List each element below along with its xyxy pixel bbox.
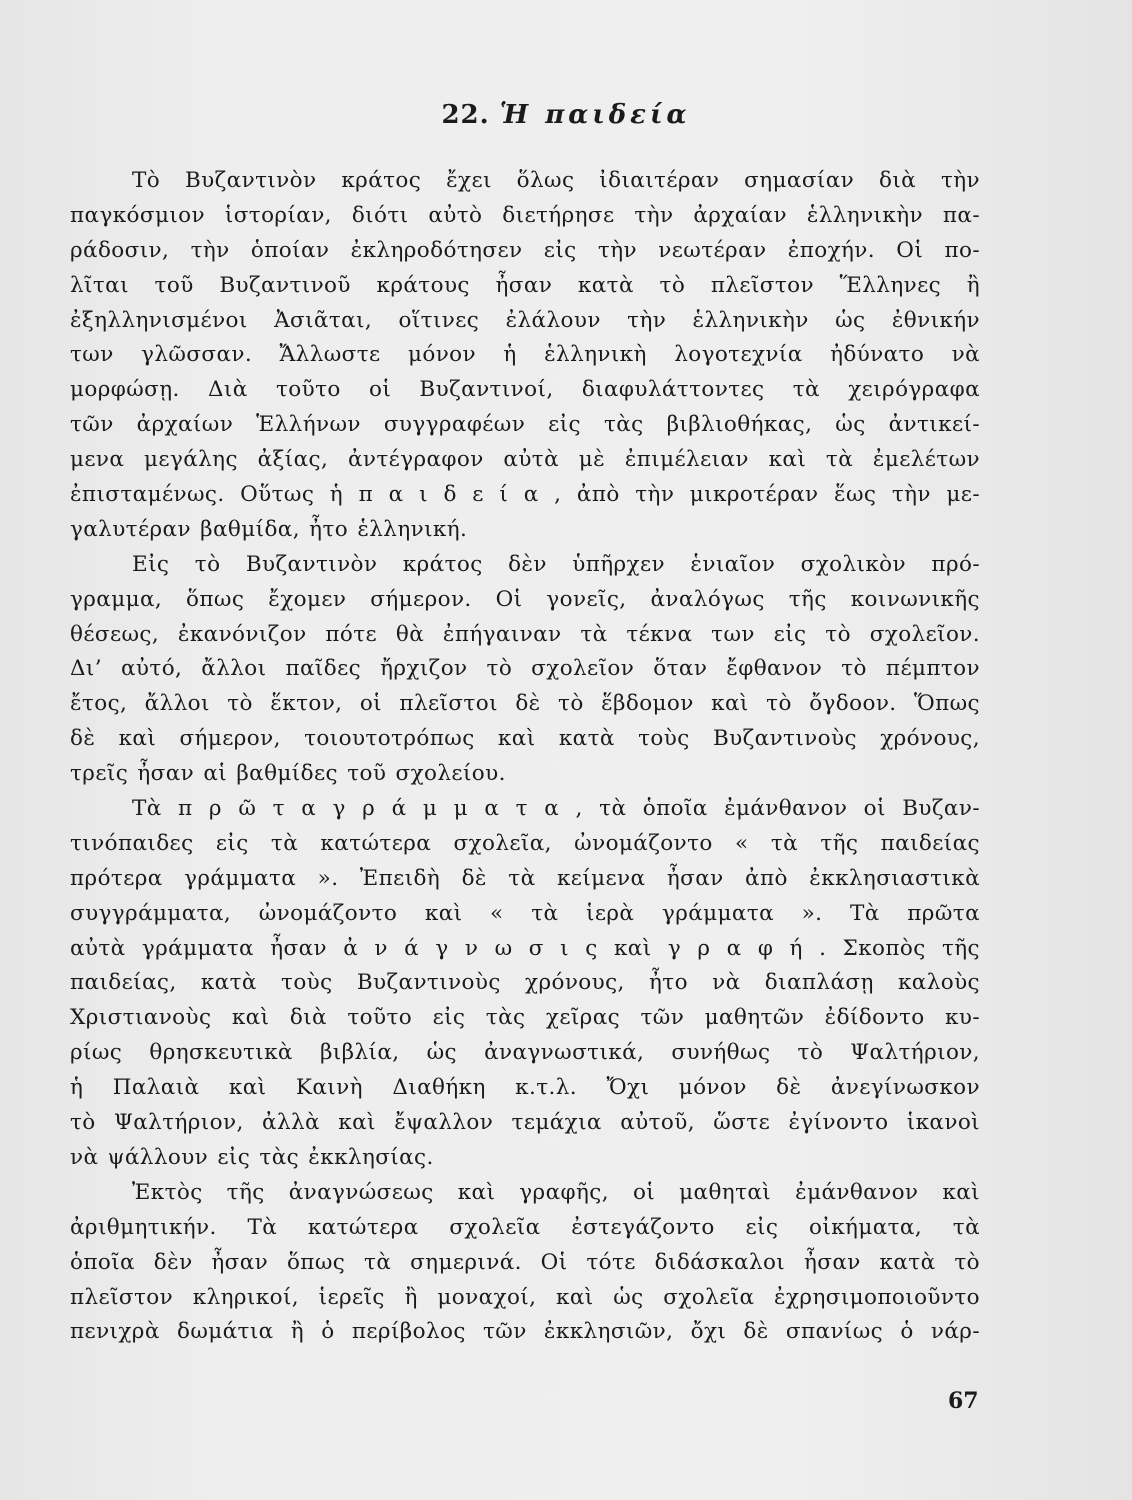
text-line: Ἐκτὸς τῆς ἀναγνώσεως καὶ γραφῆς, οἱ μαθηταὶ ἐμάνθανον καὶ [132,1179,980,1205]
text-line: μορφώσῃ. Διὰ τοῦτο οἱ Βυζαντινοί, διαφυλάττοντες τὰ χειρόγραφα [70,377,980,403]
text-line: τρεῖς ἦσαν αἱ βαθμίδες τοῦ σχολείου. [70,761,506,787]
text-line: τῶν ἀρχαίων Ἑλλήνων συγγραφέων εἰς τὰς βιβλιοθήκας, ὡς ἀντικεί- [70,412,980,438]
text-line: Δι’ αὐτό, ἄλλοι παῖδες ἤρχιζον τὸ σχολεῖον ὅταν ἔφθανον τὸ πέμπτον [70,656,980,682]
text-line: ἡ Παλαιὰ καὶ Καινὴ Διαθήκη κ.τ.λ. Ὄχι μόνον δὲ ἀνεγίνωσκον [70,1075,980,1101]
text-line: ὁποῖα δὲν ἦσαν ὅπως τὰ σημερινά. Οἱ τότε διδάσκαλοι ἦσαν κατὰ τὸ [70,1249,980,1275]
text-line: παγκόσμιον ἱστορίαν, διότι αὐτὸ διετήρησε τὴν ἀρχαίαν ἑλληνικὴν πα- [70,202,980,228]
body-text [70,164,980,1350]
page-number: 67 [948,1388,979,1414]
text-line: ράδοσιν, τὴν ὁποίαν ἐκληροδότησεν εἰς τὴν νεωτέραν ἐποχήν. Οἱ πο- [70,237,980,263]
text-line: γαλυτέραν βαθμίδα, ἦτο ἑλληνική. [70,516,468,542]
text-line: Χριστιανοὺς καὶ διὰ τοῦτο εἰς τὰς χεῖρας τῶν μαθητῶν ἐδίδοντο κυ- [70,1005,980,1031]
text-line: τὸ Ψαλτήριον, ἀλλὰ καὶ ἔψαλλον τεμάχια αὐτοῦ, ὥστε ἐγίνοντο ἱκανοὶ [70,1110,980,1136]
text-line: δὲ καὶ σήμερον, τοιουτοτρόπως καὶ κατὰ τοὺς Βυζαντινοὺς χρόνους, [70,726,980,752]
text-line: ἀριθμητικήν. Τὰ κατώτερα σχολεῖα ἐστεγάζοντο εἰς οἰκήματα, τὰ [70,1214,980,1240]
text-line: ρίως θρησκευτικὰ βιβλία, ὡς ἀναγνωστικά, συνήθως τὸ Ψαλτήριον, [70,1040,980,1066]
chapter-title: Ἡ παιδεία [499,100,691,130]
text-line: τινόπαιδες εἰς τὰ κατώτερα σχολεῖα, ὠνομάζοντο « τὰ τῆς παιδείας [70,830,980,856]
text-line: Τὰ π ρ ῶ τ α γ ρ ά μ μ α τ α , τὰ ὁποῖα ἐμάνθανον οἱ Βυζαν- [132,796,980,822]
text-line: των γλῶσσαν. Ἄλλωστε μόνον ἡ ἑλληνικὴ λογοτεχνία ἠδύνατο νὰ [70,342,980,368]
text-line: αὐτὰ γράμματα ἦσαν ἀ ν ά γ ν ω σ ι ς καὶ γ ρ α φ ή . Σκοπὸς τῆς [70,935,980,961]
text-line: λῖται τοῦ Βυζαντινοῦ κράτους ἦσαν κατὰ τὸ πλεῖστον Ἕλληνες ἢ [70,272,980,298]
text-line: παιδείας, κατὰ τοὺς Βυζαντινοὺς χρόνους, ἦτο νὰ διαπλάσῃ καλοὺς [70,970,980,996]
text-line: νὰ ψάλλουν εἰς τὰς ἐκκλησίας. [70,1144,434,1170]
text-line: μενα μεγάλης ἀξίας, ἀντέγραφον αὐτὰ μὲ ἐπιμέλειαν καὶ τὰ ἐμελέτων [70,447,980,473]
text-line: πρότερα γράμματα ». Ἐπειδὴ δὲ τὰ κείμενα ἦσαν ἀπὸ ἐκκλησιαστικὰ [70,865,980,891]
text-line: θέσεως, ἐκανόνιζον πότε θὰ ἐπήγαιναν τὰ τέκνα των εἰς τὸ σχολεῖον. [70,621,980,647]
text-line: πλεῖστον κληρικοί, ἱερεῖς ἢ μοναχοί, καὶ ὡς σχολεῖα ἐχρησιμοποιοῦντο [70,1284,980,1310]
text-line: Εἰς τὸ Βυζαντινὸν κράτος δὲν ὑπῆρχεν ἑνιαῖον σχολικὸν πρό- [132,551,980,577]
text-line: ἐπισταμένως. Οὕτως ἡ π α ι δ ε ί α , ἀπὸ τὴν μικροτέραν ἕως τὴν με- [70,482,980,508]
text-line: Τὸ Βυζαντινὸν κράτος ἔχει ὅλως ἰδιαιτέραν σημασίαν διὰ τὴν [132,168,980,193]
text-line: πενιχρὰ δωμάτια ἢ ὁ περίβολος τῶν ἐκκλησιῶν, ὄχι δὲ σπανίως ὁ νάρ- [70,1319,980,1345]
chapter-number: 22. [441,100,490,130]
chapter-heading [0,100,1132,130]
text-line: γραμμα, ὅπως ἔχομεν σήμερον. Οἱ γονεῖς, ἀναλόγως τῆς κοινωνικῆς [70,586,980,612]
text-line: ἐξηλληνισμένοι Ἀσιᾶται, οἵτινες ἐλάλουν τὴν ἑλληνικὴν ὡς ἐθνικήν [70,307,980,333]
text-line: ἔτος, ἄλλοι τὸ ἕκτον, οἱ πλεῖστοι δὲ τὸ ἕβδομον καὶ τὸ ὄγδοον. Ὅπως [70,691,980,717]
text-line: συγγράμματα, ὠνομάζοντο καὶ « τὰ ἱερὰ γράμματα ». Τὰ πρῶτα [70,900,980,926]
